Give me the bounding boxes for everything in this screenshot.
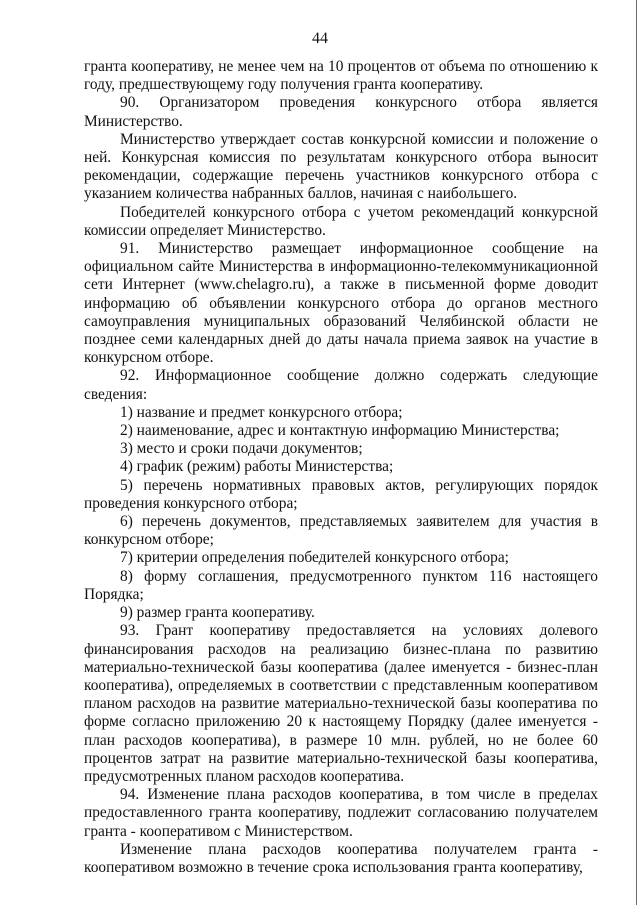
- list-item-8: 8) форму соглашения, предусмотренного пунктом 116 настоящего Порядка;: [84, 567, 598, 603]
- paragraph-winners: Победителей конкурсного отбора с учетом рекомендаций конкурсной комиссии определяет Министерство.: [84, 203, 598, 239]
- list-item-1: 1) название и предмет конкурсного отбора;: [120, 403, 403, 421]
- paragraph-91: 91. Министерство размещает информационное сообщение на официальном сайте Министерства в информационно-телекоммуникационной сети Интернет (www.chelagro.ru), а также в письменной форме доводит информацию об объявлении конкурсного отбора до органов местного самоуправления муниципальных образований Челябинской области не позднее семи календарных дней до даты начала приема заявок на участие в конкурсном отборе.: [84, 240, 598, 367]
- page-number: 44: [312, 30, 328, 47]
- scan-edge-line: [636, 0, 637, 905]
- paragraph-92: 92. Информационное сообщение должно содержать следующие сведения:: [84, 367, 598, 403]
- list-item-6: 6) перечень документов, представляемых заявителем для участия в конкурсном отборе;: [84, 513, 598, 549]
- paragraph-continuation: гранта кооперативу, не менее чем на 10 процентов от объема по отношению к году, предшествующему году получения гранта кооперативу.: [84, 58, 598, 94]
- list-item-7: 7) критерии определения победителей конкурсного отбора;: [120, 549, 509, 567]
- paragraph-plan-change: Изменение плана расходов кооператива получателем гранта - кооперативом возможно в течение срока использования гранта кооперативу,: [84, 840, 598, 876]
- list-item-3: 3) место и сроки подачи документов;: [120, 440, 363, 458]
- list-item-2: 2) наименование, адрес и контактную информацию Министерства;: [120, 422, 560, 440]
- paragraph-93: 93. Грант кооперативу предоставляется на условиях долевого финансирования расходов на реализацию бизнес-плана по развитию материально-технической базы кооператива (далее именуется - бизнес-план кооператива), определяемых в соответствии с представленным кооперативом планом расходов на развитие материально-технической базы кооператива по форме согласно приложению 20 к настоящему Порядку (далее именуется - план расходов кооператива), в размере 10 млн. рублей, но не более 60 процентов затрат на развитие материально-технической базы кооператива, предусмотренных планом расходов кооператива.: [84, 622, 598, 785]
- paragraph-commission: Министерство утверждает состав конкурсной комиссии и положение о ней. Конкурсная комиссия по результатам конкурсного отбора выносит рекомендации, содержащие перечень участников конкурсного отбора с указанием количества набранных баллов, начиная с наибольшего.: [84, 130, 598, 203]
- document-body: [84, 58, 598, 877]
- list-item-4: 4) график (режим) работы Министерства;: [120, 458, 394, 476]
- list-item-9: 9) размер гранта кооперативу.: [120, 604, 315, 622]
- paragraph-94: 94. Изменение плана расходов кооператива, в том числе в пределах предоставленного гранта кооперативу, подлежит согласованию получателем гранта - кооперативом с Министерством.: [84, 786, 598, 840]
- list-item-5: 5) перечень нормативных правовых актов, регулирующих порядок проведения конкурсного отбора;: [84, 476, 598, 512]
- paragraph-90: 90. Организатором проведения конкурсного отбора является Министерство.: [84, 94, 598, 130]
